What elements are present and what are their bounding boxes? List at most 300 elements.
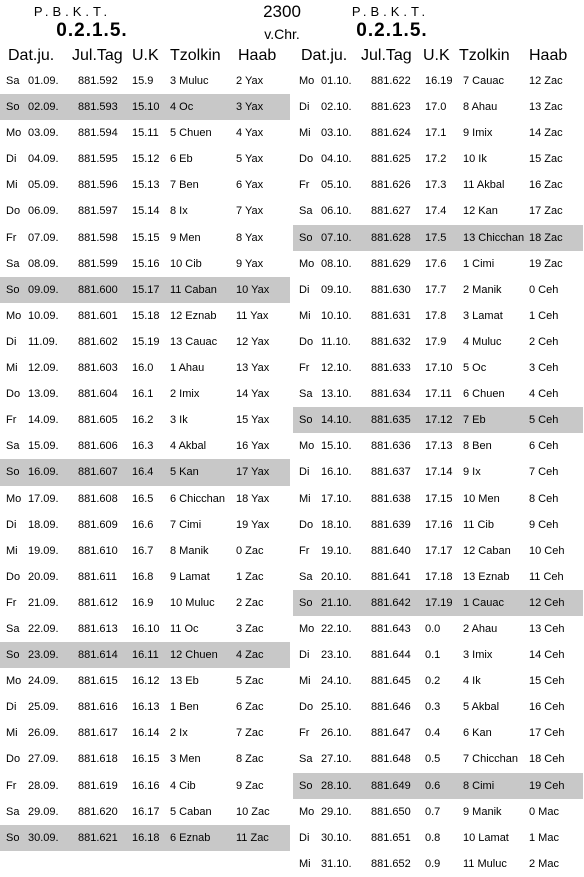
cell-weekday: Mo bbox=[6, 492, 22, 505]
cell-haab: 5 Yax bbox=[236, 153, 264, 166]
cell-date: 18.09. bbox=[28, 518, 59, 531]
table-row bbox=[293, 198, 583, 224]
cell-tzolkin: 5 Akbal bbox=[463, 701, 500, 714]
cell-julian-day: 881.623 bbox=[371, 101, 411, 114]
cell-haab: 8 Ceh bbox=[529, 492, 559, 505]
cell-weekday: Mi bbox=[6, 362, 18, 375]
cell-weekday: So bbox=[6, 649, 20, 662]
cell-tzolkin: 3 Muluc bbox=[170, 75, 209, 87]
cell-tzolkin: 1 Cimi bbox=[463, 257, 495, 270]
cell-julian-day: 881.598 bbox=[78, 231, 118, 244]
cell-uk: 16.17 bbox=[132, 805, 160, 818]
cell-weekday: Fr bbox=[299, 362, 310, 375]
cell-weekday: Di bbox=[6, 701, 17, 714]
cell-weekday: Sa bbox=[6, 75, 20, 87]
cell-weekday: So bbox=[6, 283, 20, 296]
cell-julian-day: 881.622 bbox=[371, 75, 411, 87]
cell-date: 08.10. bbox=[321, 257, 352, 270]
cell-julian-day: 881.609 bbox=[78, 518, 118, 531]
cell-weekday: Sa bbox=[299, 753, 313, 766]
cell-date: 14.09. bbox=[28, 414, 59, 427]
cell-date: 24.09. bbox=[28, 675, 59, 688]
cell-uk: 16.7 bbox=[132, 544, 154, 557]
cell-uk: 0.5 bbox=[425, 753, 441, 766]
cell-weekday: Sa bbox=[299, 205, 313, 218]
table-row bbox=[0, 355, 290, 381]
cell-uk: 17.15 bbox=[425, 492, 453, 505]
table-row bbox=[293, 68, 583, 94]
cell-julian-day: 881.652 bbox=[371, 857, 411, 870]
cell-weekday: Do bbox=[6, 570, 21, 583]
table-row bbox=[0, 616, 290, 642]
cell-julian-day: 881.615 bbox=[78, 675, 118, 688]
cell-weekday: Mo bbox=[299, 257, 315, 270]
cell-tzolkin: 8 Ix bbox=[170, 205, 188, 218]
cell-julian-day: 881.593 bbox=[78, 101, 118, 114]
cell-date: 12.09. bbox=[28, 362, 59, 375]
cell-julian-day: 881.639 bbox=[371, 518, 411, 531]
cell-haab: 18 Zac bbox=[529, 231, 563, 244]
cell-haab: 15 Ceh bbox=[529, 675, 565, 688]
cell-haab: 12 Yax bbox=[236, 335, 270, 348]
cell-julian-day: 881.611 bbox=[78, 570, 117, 583]
cell-date: 21.09. bbox=[28, 596, 59, 609]
cell-haab: 5 Ceh bbox=[529, 414, 559, 427]
cell-uk: 17.16 bbox=[425, 518, 453, 531]
cell-tzolkin: 3 Men bbox=[170, 753, 201, 766]
cell-tzolkin: 5 Caban bbox=[170, 805, 212, 818]
cell-date: 08.09. bbox=[28, 257, 59, 270]
cell-uk: 17.12 bbox=[425, 414, 453, 427]
cell-haab: 6 Yax bbox=[236, 179, 264, 192]
cell-tzolkin: 6 Chicchan bbox=[170, 492, 226, 505]
cell-haab: 17 Zac bbox=[529, 205, 563, 218]
cell-weekday: So bbox=[6, 466, 20, 479]
cell-julian-day: 881.649 bbox=[371, 779, 411, 792]
cell-tzolkin: 11 Caban bbox=[170, 283, 217, 296]
cell-tzolkin: 7 Chicchan bbox=[463, 753, 519, 766]
cell-weekday: Sa bbox=[6, 257, 20, 270]
table-row bbox=[0, 120, 290, 146]
cell-haab: 17 Yax bbox=[236, 466, 270, 479]
cell-date: 16.10. bbox=[321, 466, 352, 479]
cell-date: 29.10. bbox=[321, 805, 352, 818]
cell-uk: 15.18 bbox=[132, 309, 160, 322]
table-row bbox=[293, 512, 583, 538]
cell-weekday: Sa bbox=[299, 570, 313, 583]
cell-haab: 9 Yax bbox=[236, 257, 264, 270]
cell-uk: 17.3 bbox=[425, 179, 447, 192]
cell-uk: 0.0 bbox=[425, 622, 441, 635]
cell-tzolkin: 4 Cib bbox=[170, 779, 196, 792]
right-table bbox=[293, 44, 583, 877]
cell-weekday: Mo bbox=[299, 622, 315, 635]
cell-julian-day: 881.633 bbox=[371, 362, 411, 375]
cell-date: 25.09. bbox=[28, 701, 59, 714]
cell-tzolkin: 3 Imix bbox=[463, 649, 493, 662]
cell-weekday: Fr bbox=[6, 779, 17, 792]
cell-tzolkin: 9 Lamat bbox=[170, 570, 210, 583]
cell-date: 30.10. bbox=[321, 831, 352, 844]
cell-date: 03.09. bbox=[28, 127, 59, 140]
cell-weekday: Di bbox=[299, 649, 310, 662]
cell-haab: 12 Zac bbox=[529, 75, 563, 87]
cell-haab: 4 Zac bbox=[236, 649, 264, 662]
cell-haab: 2 Ceh bbox=[529, 335, 559, 348]
table-row bbox=[0, 251, 290, 277]
cell-date: 04.09. bbox=[28, 153, 59, 166]
table-row bbox=[0, 642, 290, 668]
cell-julian-day: 881.603 bbox=[78, 362, 118, 375]
cell-date: 24.10. bbox=[321, 675, 352, 688]
cell-haab: 0 Mac bbox=[529, 805, 559, 818]
left-table bbox=[0, 44, 290, 851]
table-row bbox=[293, 720, 583, 746]
cell-weekday: Di bbox=[6, 335, 17, 348]
right-pbkt-code: 0.2.1.5. bbox=[356, 20, 428, 41]
cell-julian-day: 881.646 bbox=[371, 701, 411, 714]
cell-julian-day: 881.600 bbox=[78, 283, 118, 296]
cell-uk: 16.19 bbox=[425, 75, 453, 87]
cell-tzolkin: 6 Chuen bbox=[463, 388, 505, 401]
cell-tzolkin: 8 Ahau bbox=[463, 101, 498, 114]
cell-julian-day: 881.613 bbox=[78, 622, 118, 635]
cell-julian-day: 881.625 bbox=[371, 153, 411, 166]
header-haab: Haab bbox=[238, 47, 277, 64]
cell-tzolkin: 2 Ix bbox=[170, 727, 188, 740]
table-row bbox=[293, 746, 583, 772]
cell-uk: 17.10 bbox=[425, 362, 453, 375]
table-row bbox=[293, 146, 583, 172]
cell-julian-day: 881.637 bbox=[371, 466, 411, 479]
cell-date: 26.09. bbox=[28, 727, 59, 740]
cell-haab: 16 Zac bbox=[529, 179, 563, 192]
cell-date: 20.10. bbox=[321, 570, 352, 583]
cell-weekday: Do bbox=[6, 388, 21, 401]
table-row bbox=[0, 694, 290, 720]
header-jd: Jul.Tag bbox=[72, 47, 123, 64]
cell-date: 11.09. bbox=[28, 335, 58, 348]
table-row bbox=[293, 694, 583, 720]
table-row bbox=[0, 407, 290, 433]
cell-julian-day: 881.599 bbox=[78, 257, 118, 270]
table-row bbox=[0, 433, 290, 459]
cell-date: 02.09. bbox=[28, 101, 59, 114]
cell-weekday: Mi bbox=[299, 675, 311, 688]
cell-tzolkin: 11 Oc bbox=[170, 622, 199, 635]
cell-julian-day: 881.610 bbox=[78, 544, 118, 557]
cell-uk: 17.4 bbox=[425, 205, 447, 218]
table-row bbox=[0, 303, 290, 329]
cell-haab: 2 Mac bbox=[529, 857, 559, 870]
table-row bbox=[293, 433, 583, 459]
cell-date: 22.10. bbox=[321, 622, 352, 635]
cell-weekday: Di bbox=[6, 518, 17, 531]
cell-julian-day: 881.626 bbox=[371, 179, 411, 192]
cell-julian-day: 881.616 bbox=[78, 701, 118, 714]
cell-weekday: Di bbox=[299, 831, 310, 844]
cell-uk: 16.12 bbox=[132, 675, 160, 688]
cell-haab: 15 Zac bbox=[529, 153, 563, 166]
cell-tzolkin: 13 Eznab bbox=[463, 570, 510, 583]
cell-date: 13.10. bbox=[321, 388, 352, 401]
cell-uk: 16.16 bbox=[132, 779, 160, 792]
cell-weekday: Sa bbox=[299, 388, 313, 401]
table-row bbox=[293, 120, 583, 146]
table-row bbox=[293, 355, 583, 381]
cell-tzolkin: 6 Kan bbox=[463, 727, 492, 740]
cell-haab: 1 Ceh bbox=[529, 309, 559, 322]
cell-julian-day: 881.636 bbox=[371, 440, 411, 453]
cell-weekday: Do bbox=[299, 701, 314, 714]
cell-julian-day: 881.630 bbox=[371, 283, 411, 296]
cell-haab: 6 Ceh bbox=[529, 440, 559, 453]
cell-weekday: So bbox=[299, 596, 313, 609]
cell-haab: 14 Zac bbox=[529, 127, 563, 140]
table-row bbox=[293, 251, 583, 277]
cell-tzolkin: 10 Ik bbox=[463, 153, 487, 166]
cell-tzolkin: 10 Muluc bbox=[170, 596, 215, 609]
cell-julian-day: 881.624 bbox=[371, 127, 411, 140]
right-rows bbox=[293, 68, 583, 877]
cell-haab: 19 Yax bbox=[236, 518, 270, 531]
table-row bbox=[0, 825, 290, 851]
table-row bbox=[293, 590, 583, 616]
cell-date: 03.10. bbox=[321, 127, 352, 140]
header-date: Dat.ju. bbox=[301, 47, 348, 64]
cell-uk: 17.13 bbox=[425, 440, 453, 453]
cell-tzolkin: 10 Lamat bbox=[463, 831, 509, 844]
cell-weekday: Di bbox=[6, 153, 17, 166]
cell-uk: 17.8 bbox=[425, 309, 447, 322]
cell-haab: 11 Zac bbox=[236, 831, 269, 844]
cell-weekday: Mo bbox=[299, 805, 315, 818]
cell-uk: 17.5 bbox=[425, 231, 447, 244]
cell-uk: 0.6 bbox=[425, 779, 441, 792]
cell-uk: 16.5 bbox=[132, 492, 154, 505]
cell-julian-day: 881.594 bbox=[78, 127, 118, 140]
cell-weekday: Sa bbox=[6, 805, 20, 818]
cell-date: 19.09. bbox=[28, 544, 59, 557]
cell-uk: 15.17 bbox=[132, 283, 160, 296]
cell-tzolkin: 1 Ben bbox=[170, 701, 199, 714]
cell-tzolkin: 4 Ik bbox=[463, 675, 481, 688]
cell-haab: 17 Ceh bbox=[529, 727, 565, 740]
cell-julian-day: 881.643 bbox=[371, 622, 411, 635]
cell-weekday: Mi bbox=[299, 857, 311, 870]
table-row bbox=[0, 773, 290, 799]
cell-tzolkin: 6 Eb bbox=[170, 153, 193, 166]
cell-haab: 10 Zac bbox=[236, 805, 270, 818]
table-row bbox=[0, 486, 290, 512]
cell-date: 20.09. bbox=[28, 570, 59, 583]
cell-julian-day: 881.602 bbox=[78, 335, 118, 348]
table-row bbox=[293, 486, 583, 512]
cell-uk: 16.11 bbox=[132, 649, 159, 662]
cell-uk: 0.4 bbox=[425, 727, 441, 740]
left-column-headers bbox=[0, 44, 290, 68]
cell-date: 06.09. bbox=[28, 205, 59, 218]
cell-date: 27.09. bbox=[28, 753, 59, 766]
cell-tzolkin: 8 Cimi bbox=[463, 779, 495, 792]
table-row bbox=[0, 146, 290, 172]
cell-haab: 9 Zac bbox=[236, 779, 264, 792]
cell-date: 31.10. bbox=[321, 857, 352, 870]
cell-tzolkin: 9 Men bbox=[170, 231, 201, 244]
table-row bbox=[0, 668, 290, 694]
cell-weekday: Mo bbox=[6, 675, 22, 688]
cell-weekday: Mi bbox=[299, 309, 311, 322]
table-row bbox=[293, 407, 583, 433]
cell-weekday: Di bbox=[299, 283, 310, 296]
cell-tzolkin: 11 Muluc bbox=[463, 857, 507, 870]
cell-julian-day: 881.604 bbox=[78, 388, 118, 401]
cell-tzolkin: 5 Chuen bbox=[170, 127, 212, 140]
cell-julian-day: 881.601 bbox=[78, 309, 118, 322]
cell-julian-day: 881.648 bbox=[371, 753, 411, 766]
cell-julian-day: 881.647 bbox=[371, 727, 411, 740]
cell-weekday: Fr bbox=[6, 596, 17, 609]
cell-tzolkin: 12 Caban bbox=[463, 544, 511, 557]
cell-haab: 11 Yax bbox=[236, 309, 269, 322]
cell-date: 26.10. bbox=[321, 727, 352, 740]
cell-weekday: Mi bbox=[6, 179, 18, 192]
left-pbkt-code: 0.2.1.5. bbox=[56, 20, 128, 41]
cell-julian-day: 881.635 bbox=[371, 414, 411, 427]
cell-haab: 6 Zac bbox=[236, 701, 264, 714]
cell-tzolkin: 5 Oc bbox=[463, 362, 487, 375]
cell-date: 11.10. bbox=[321, 335, 351, 348]
cell-julian-day: 881.608 bbox=[78, 492, 118, 505]
table-row bbox=[293, 225, 583, 251]
cell-julian-day: 881.645 bbox=[371, 675, 411, 688]
cell-weekday: Mo bbox=[299, 75, 315, 87]
cell-weekday: Di bbox=[299, 466, 310, 479]
cell-date: 30.09. bbox=[28, 831, 59, 844]
cell-haab: 1 Zac bbox=[236, 570, 264, 583]
cell-julian-day: 881.606 bbox=[78, 440, 118, 453]
header-date: Dat.ju. bbox=[8, 47, 55, 64]
header-haab: Haab bbox=[529, 47, 568, 64]
cell-tzolkin: 4 Muluc bbox=[463, 335, 502, 348]
table-row bbox=[293, 538, 583, 564]
cell-julian-day: 881.651 bbox=[371, 831, 411, 844]
cell-weekday: Sa bbox=[6, 440, 20, 453]
cell-tzolkin: 12 Kan bbox=[463, 205, 498, 218]
header-tzolkin: Tzolkin bbox=[170, 47, 221, 64]
table-row bbox=[0, 538, 290, 564]
cell-julian-day: 881.621 bbox=[78, 831, 118, 844]
cell-uk: 17.19 bbox=[425, 596, 453, 609]
cell-weekday: Fr bbox=[299, 727, 310, 740]
cell-date: 07.09. bbox=[28, 231, 59, 244]
cell-weekday: Mo bbox=[6, 127, 22, 140]
cell-uk: 0.7 bbox=[425, 805, 441, 818]
cell-uk: 17.17 bbox=[425, 544, 453, 557]
cell-uk: 16.2 bbox=[132, 414, 154, 427]
cell-date: 09.09. bbox=[28, 283, 59, 296]
cell-haab: 13 Ceh bbox=[529, 622, 565, 635]
cell-uk: 15.14 bbox=[132, 205, 160, 218]
cell-weekday: Mi bbox=[6, 544, 18, 557]
cell-weekday: Do bbox=[299, 335, 314, 348]
cell-date: 01.10. bbox=[321, 75, 352, 87]
year-label: 2300 bbox=[263, 2, 301, 21]
cell-weekday: Di bbox=[299, 101, 310, 114]
cell-date: 01.09. bbox=[28, 75, 59, 87]
cell-tzolkin: 9 Manik bbox=[463, 805, 502, 818]
cell-weekday: Mi bbox=[299, 492, 311, 505]
cell-uk: 15.19 bbox=[132, 335, 160, 348]
cell-uk: 15.15 bbox=[132, 231, 160, 244]
cell-tzolkin: 13 Cauac bbox=[170, 335, 218, 348]
cell-haab: 0 Ceh bbox=[529, 283, 559, 296]
right-pbkt-label: P.B.K.T. bbox=[351, 4, 430, 19]
cell-tzolkin: 8 Manik bbox=[170, 544, 209, 557]
cell-date: 17.10. bbox=[321, 492, 352, 505]
cell-julian-day: 881.638 bbox=[371, 492, 411, 505]
table-row bbox=[293, 303, 583, 329]
cell-tzolkin: 13 Eb bbox=[170, 675, 199, 688]
cell-julian-day: 881.617 bbox=[78, 727, 118, 740]
cell-date: 09.10. bbox=[321, 283, 352, 296]
cell-julian-day: 881.640 bbox=[371, 544, 411, 557]
header-uk: U.K bbox=[132, 47, 159, 64]
cell-tzolkin: 11 Cib bbox=[463, 518, 494, 531]
cell-weekday: Mi bbox=[6, 727, 18, 740]
left-rows bbox=[0, 68, 290, 851]
cell-haab: 2 Yax bbox=[236, 75, 264, 87]
cell-haab: 9 Ceh bbox=[529, 518, 559, 531]
table-row bbox=[0, 512, 290, 538]
cell-uk: 16.9 bbox=[132, 596, 154, 609]
table-row bbox=[0, 381, 290, 407]
table-row bbox=[0, 198, 290, 224]
cell-tzolkin: 3 Ik bbox=[170, 414, 188, 427]
cell-julian-day: 881.597 bbox=[78, 205, 118, 218]
cell-uk: 17.2 bbox=[425, 153, 447, 166]
table-row bbox=[0, 329, 290, 355]
cell-date: 23.09. bbox=[28, 649, 59, 662]
cell-uk: 17.18 bbox=[425, 570, 453, 583]
cell-julian-day: 881.618 bbox=[78, 753, 118, 766]
table-row bbox=[0, 94, 290, 120]
cell-tzolkin: 12 Chuen bbox=[170, 649, 218, 662]
cell-tzolkin: 10 Cib bbox=[170, 257, 202, 270]
cell-uk: 0.9 bbox=[425, 857, 441, 870]
cell-weekday: So bbox=[299, 414, 313, 427]
cell-tzolkin: 7 Cauac bbox=[463, 75, 504, 87]
cell-tzolkin: 5 Kan bbox=[170, 466, 199, 479]
cell-uk: 0.1 bbox=[425, 649, 441, 662]
cell-weekday: Fr bbox=[299, 544, 310, 557]
cell-haab: 4 Yax bbox=[236, 127, 264, 140]
cell-haab: 3 Zac bbox=[236, 622, 264, 635]
cell-uk: 17.1 bbox=[425, 127, 447, 140]
cell-haab: 14 Ceh bbox=[529, 649, 565, 662]
cell-haab: 4 Ceh bbox=[529, 388, 559, 401]
cell-tzolkin: 10 Men bbox=[463, 492, 500, 505]
cell-weekday: Mo bbox=[299, 440, 315, 453]
cell-haab: 7 Zac bbox=[236, 727, 264, 740]
cell-weekday: Do bbox=[299, 518, 314, 531]
cell-tzolkin: 9 Ix bbox=[463, 466, 481, 479]
cell-tzolkin: 12 Eznab bbox=[170, 309, 217, 322]
cell-julian-day: 881.619 bbox=[78, 779, 118, 792]
cell-date: 04.10. bbox=[321, 153, 352, 166]
table-row bbox=[293, 172, 583, 198]
table-row bbox=[293, 381, 583, 407]
